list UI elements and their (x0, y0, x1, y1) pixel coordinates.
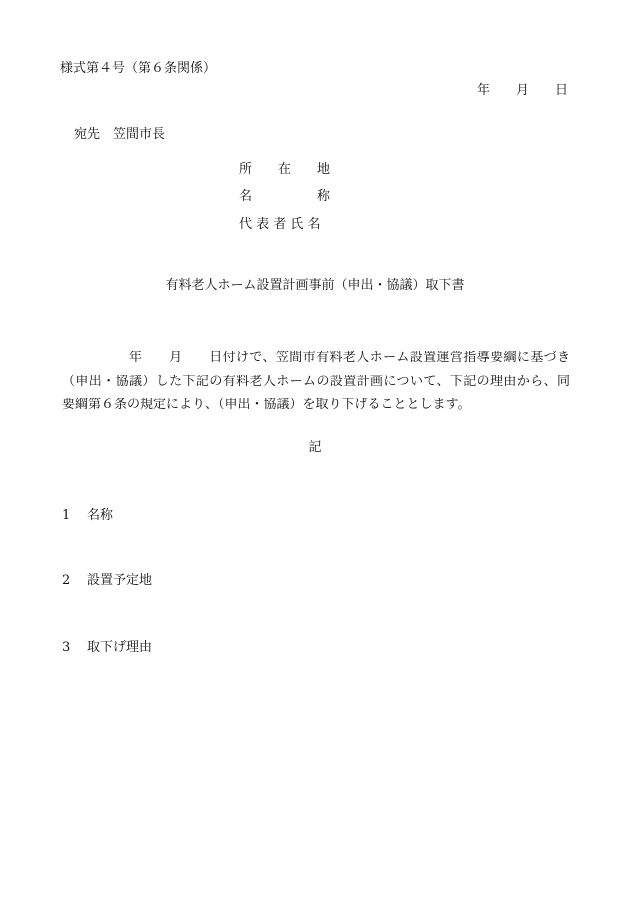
applicant-representative-label: 代 表 者 氏 名 (239, 217, 321, 232)
applicant-address-label: 所 在 地 (239, 162, 331, 177)
item-number: 1 (62, 508, 71, 523)
body-text-line: （申出・協議）した下記の有料老人ホームの設置計画について、下記の理由から、同 (62, 375, 570, 388)
form-number: 様式第４号（第６条関係） (60, 61, 217, 76)
addressee: 宛先 笠間市長 (74, 127, 166, 142)
ki-heading: 記 (308, 440, 322, 455)
item-label-name: 名称 (87, 508, 114, 523)
date-line: 年 月 日 (476, 83, 568, 98)
document-title: 有料老人ホーム設置計画事前（申出・協議）取下書 (165, 278, 465, 293)
item-number: 3 (62, 640, 71, 655)
item-number: 2 (62, 573, 71, 588)
body-text-line: 要綱第６条の規定により、（申出・協議）を取り下げることとします。 (62, 398, 471, 411)
item-label-location: 設置予定地 (87, 573, 153, 588)
item-label-reason: 取下げ理由 (87, 640, 153, 655)
body-text-line: 年 月 日付けで、笠間市有料老人ホーム設置運営指導要綱に基づき (62, 351, 570, 364)
applicant-name-label: 名 称 (239, 189, 331, 204)
